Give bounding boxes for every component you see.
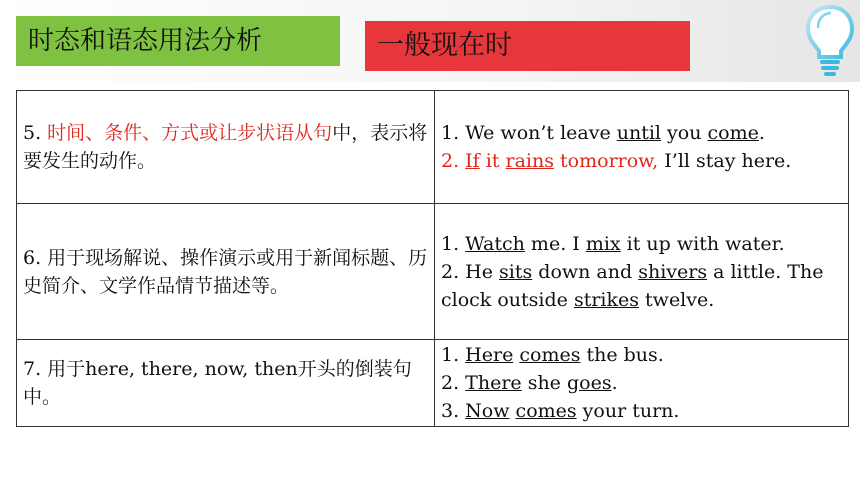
table-row xyxy=(17,204,849,340)
sentence-text: 2. xyxy=(441,372,466,394)
underlined-word: shivers xyxy=(638,260,708,283)
rule-text: 用于现场解说、操作演示或用于新闻标题、历史简介、文学作品情节描述等。 xyxy=(23,246,428,297)
sentence-text: . xyxy=(758,122,765,144)
example-sentence xyxy=(441,258,842,314)
underlined-word: comes xyxy=(519,344,581,366)
sentence-text: I’ll stay here. xyxy=(658,150,792,172)
example-sentence xyxy=(441,397,842,425)
rule-cell xyxy=(17,204,435,340)
underlined-word: Here xyxy=(465,344,514,366)
sentence-text: you xyxy=(661,122,708,144)
tense-title: 一般现在时 xyxy=(365,21,690,71)
rule-cell xyxy=(17,91,435,204)
sentence-text: tomorrow, xyxy=(554,150,659,172)
underlined-word: until xyxy=(616,122,662,144)
sentence-text: . xyxy=(611,372,618,394)
rule-number: 7. xyxy=(23,358,48,380)
rule-cell xyxy=(17,340,435,427)
rule-text: 中，表示将要发生的动作。 xyxy=(23,122,428,172)
example-sentence xyxy=(441,230,842,258)
sentence-text: down and xyxy=(532,260,639,283)
underlined-word: mix xyxy=(585,232,621,255)
underlined-word: If xyxy=(465,150,480,172)
examples-cell xyxy=(435,340,849,427)
grammar-table xyxy=(16,90,849,427)
sentence-text: 1. xyxy=(441,232,466,255)
sentence-text: 1. xyxy=(441,344,466,366)
sentence-text: 3. xyxy=(441,400,466,422)
sentence-text: 2. xyxy=(441,150,466,172)
sentence-text: me. I xyxy=(524,232,586,255)
example-sentence xyxy=(441,147,842,175)
sentence-text: 1. We won’t leave xyxy=(441,122,617,144)
topic-title: 时态和语态用法分析 xyxy=(16,16,340,66)
underlined-word: sits xyxy=(499,260,533,283)
rule-highlight: 时间、条件、方式或让步状语从句 xyxy=(47,122,333,144)
sentence-text: she xyxy=(521,372,567,394)
rule-number: 6. xyxy=(23,246,48,269)
underlined-word: goes xyxy=(566,372,612,394)
sentence-text: twelve. xyxy=(639,288,715,311)
sentence-text: a little. The clock outside xyxy=(441,260,824,311)
rule-number: 5. xyxy=(23,122,48,144)
examples-cell xyxy=(435,91,849,204)
sentence-text: 2. He xyxy=(441,260,500,283)
sentence-text: the bus. xyxy=(580,344,664,366)
underlined-word: strikes xyxy=(573,288,639,311)
underlined-word: rains xyxy=(505,150,554,172)
sentence-text: it up with water. xyxy=(620,232,785,255)
lightbulb-icon xyxy=(806,5,854,79)
examples-cell xyxy=(435,204,849,340)
rule-text: 用于here, there, now, then开头的倒装句中。 xyxy=(23,358,412,408)
example-sentence xyxy=(441,341,842,369)
underlined-word: Now xyxy=(465,400,510,422)
sentence-text: your turn. xyxy=(576,400,680,422)
underlined-word: comes xyxy=(515,400,577,422)
table-row xyxy=(17,91,849,204)
underlined-word: come xyxy=(707,122,759,144)
underlined-word: There xyxy=(465,372,522,394)
example-sentence xyxy=(441,369,842,397)
underlined-word: Watch xyxy=(465,232,525,255)
example-sentence xyxy=(441,119,842,147)
sentence-text: it xyxy=(479,150,506,172)
table-row xyxy=(17,340,849,427)
